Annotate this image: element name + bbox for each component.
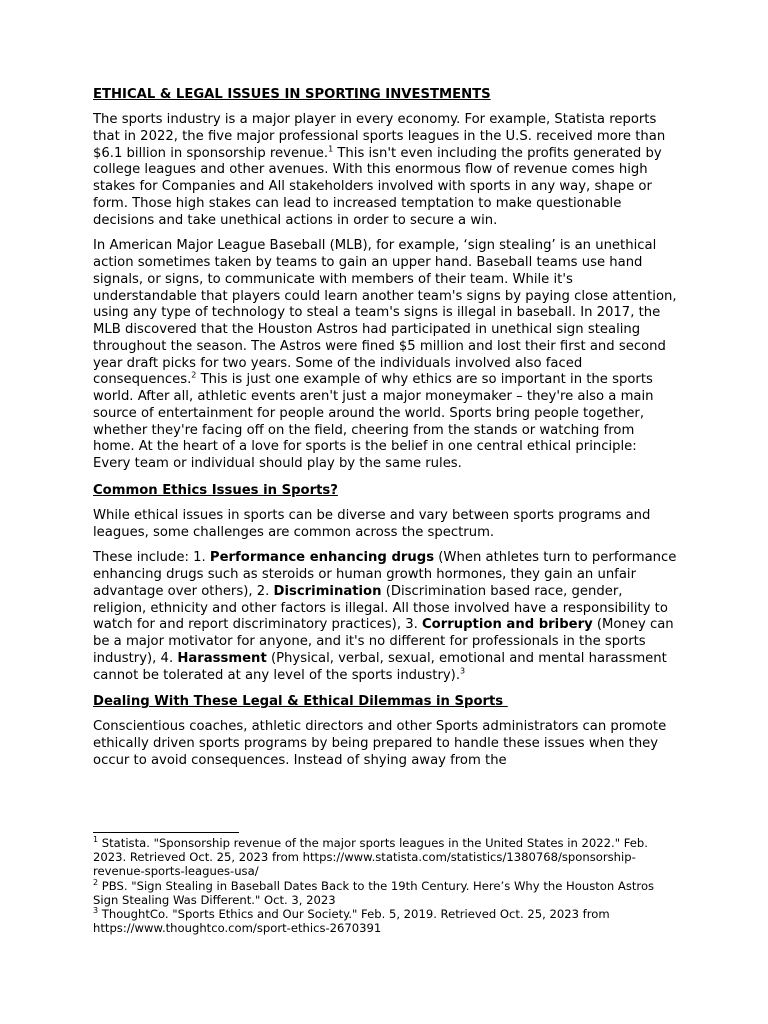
footnote-text: Statista. "Sponsorship revenue of the major sports leagues in the United States in 2022." Feb. 2023. Retrieved Oct. 25, 2023 from https://www.statista.com/statistics/1380768/sponsorship-revenue-sports-leagues-usa/ xyxy=(93,836,648,879)
issue-term: Corruption and bribery xyxy=(421,617,593,633)
issue-term: Harassment xyxy=(177,650,267,666)
paragraph-mlb xyxy=(93,238,678,473)
paragraph-common-issues: While ethical issues in sports can be diverse and vary between sports programs and leagues, some challenges are common across the spectrum. xyxy=(93,507,651,540)
issue-term: Discrimination xyxy=(273,583,382,599)
document-title: ETHICAL & LEGAL ISSUES IN SPORTING INVESTMENTS xyxy=(93,87,491,102)
footnote-ref: 1 xyxy=(328,144,334,154)
paragraph-text: These include: 1. xyxy=(93,550,210,566)
footnote-text: ThoughtCo. "Sports Ethics and Our Society." Feb. 5, 2019. Retrieved Oct. 25, 2023 from https://www.thoughtco.com/sport-ethics-2670391 xyxy=(93,907,610,936)
paragraph-text: (Physical, verbal, sexual, emotional and mental harassment cannot be tolerated at any level of the sports industry). xyxy=(93,650,667,683)
footnote-ref: 2 xyxy=(191,370,197,380)
paragraph-text: (Money can be a major motivator for anyone, and it's no different for professionals in the sports industry), 4. xyxy=(93,617,674,666)
footnote-ref: 3 xyxy=(460,666,466,676)
paragraph-intro xyxy=(93,112,678,229)
paragraph-issue-list xyxy=(93,550,678,684)
document-body xyxy=(93,86,678,779)
paragraph-text: The sports industry is a major player in every economy. For example, Statista reports that in 2022, the five major professional sports leagues in the U.S. received more than $6.1 billion in sponsorship revenue. xyxy=(93,112,666,161)
section-heading-dealing: Dealing With These Legal & Ethical Dilemmas in Sports xyxy=(93,694,508,710)
paragraph-text: This is just one example of why ethics are so important in the sports world. After all, athletic events aren't just a major moneymaker – they're also a main source of entertainment for people around the world. Sports bring people together, whether they're facing off on the field, cheering from the stands or watching from home. At the heart of a love for sports is the belief in one central ethical principle: Every team or individual should play by the same rules. xyxy=(93,372,654,471)
footnote-number: 2 xyxy=(93,877,99,887)
paragraph-dealing: Conscientious coaches, athletic directors and other Sports administrators can promote ethically driven sports programs by being prepared to handle these issues when they occur to avoid consequences. Instead of shying away from the xyxy=(93,719,667,768)
paragraph-text: (Discrimination based race, gender, religion, ethnicity and other factors is illegal. All those involved have a responsibility to watch for and report discriminatory practices), 3. xyxy=(93,583,668,633)
footnote-text: PBS. "Sign Stealing in Baseball Dates Back to the 19th Century. Here’s Why the Houston Astros Sign Stealing Was Different." Oct. 3, 2023 xyxy=(93,878,655,907)
footnotes xyxy=(93,836,683,935)
paragraph-text: In American Major League Baseball (MLB), for example, ‘sign stealing’ is an unethical action sometimes taken by teams to gain an upper hand. Baseball teams use hand signals, or signs, to communicate with members of their team. While it's understandable that players could learn another team's signs by paying close attention, using any type of technology to steal a team's signs is illegal in baseball. In 2017, the MLB discovered that the Houston Astros had participated in unethical sign stealing throughout the season. The Astros were fined $5 million and lost their first and second year draft picks for two years. Some of the individuals involved also faced consequences. xyxy=(93,238,677,388)
footnote-1 xyxy=(93,836,683,879)
issue-term: Performance enhancing drugs xyxy=(209,550,435,566)
footnote-number: 3 xyxy=(93,906,99,916)
section-heading-common-issues: Common Ethics Issues in Sports? xyxy=(93,482,338,498)
paragraph-text: This isn't even including the profits generated by college leagues and other avenues. With this enormous flow of revenue comes high stakes for Companies and All stakeholders involved with sports in any way, shape or form. Those high stakes can lead to increased temptation to make questionable decisions and take unethical actions in order to secure a win. xyxy=(93,145,662,228)
paragraph-text: (When athletes turn to performance enhancing drugs such as steroids or human growth hormones, they gain an unfair advantage over others), 2. xyxy=(93,550,677,599)
footnote-3 xyxy=(93,907,683,935)
footnote-number: 1 xyxy=(93,835,99,845)
footnote-separator xyxy=(93,832,239,833)
footnote-2 xyxy=(93,879,683,907)
